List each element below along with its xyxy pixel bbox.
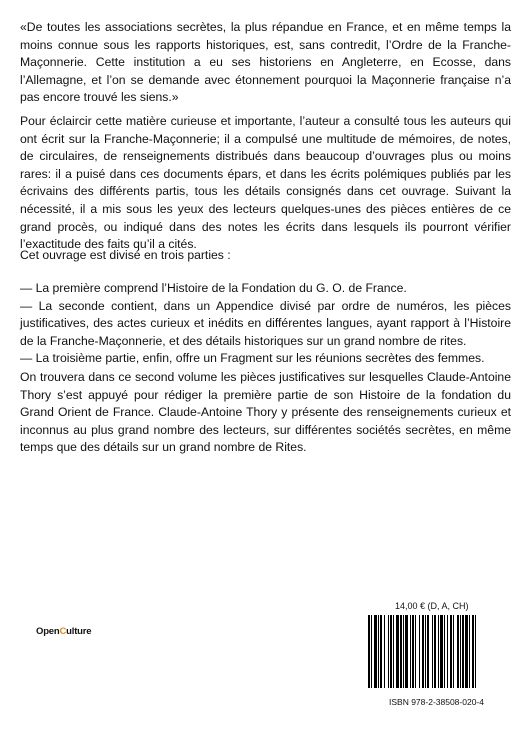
description-paragraph: Pour éclaircir cette matière curieuse et importante, l’auteur a consulté tous les auteurs qui ont écrit sur la Franche-Maçonnerie; il a compulsé une multitude de mémoires, de notes, de circulaires, de renseignements distribués dans beaucoup d’ouvrages plus ou moins rares: il a puisé dans ces documents épars, et dans les écrits polémiques publiés par les écrivains des différents partis, tous les détails consignés dans cet ouvrage. Suivant la nécessité, il a mis sous les yeux des lecteurs quelques-unes des pièces entières de ce grand procès, ou indiqué dans des notes les écrits dans lesquels ils pourront vérifier l’exactitude des faits qu’il a cités. <box>20 114 511 252</box>
part-item-1: — La première comprend l’Histoire de la Fondation du G. O. de France. <box>20 281 407 295</box>
logo-text-c: C <box>59 626 67 637</box>
price-label: 14,00 € (D, A, CH) <box>395 601 469 611</box>
barcode-image <box>368 615 506 688</box>
parts-list <box>20 280 511 368</box>
part-item-3: — La troisième partie, enfin, offre un Fragment sur les réunions secrètes des femmes. <box>20 351 485 366</box>
part-item-2: — La seconde contient, dans un Appendice divisé par ordre de numéros, les pièces justificatives, des actes curieux et inédits en différentes langues, ayant rapport à l’Histoire de la Franche-Maçonnerie, et des détails historiques sur un grand nombre de rites. <box>20 298 511 348</box>
volume-summary-paragraph: On trouvera dans ce second volume les pièces justificatives sur lesquelles Claude-Antoine Thory s’est appuyé pour rédiger la première partie de son Histoire de la fondation du Grand Orient de France. Claude-Antoine Thory y présente des renseignements curieux et inconnus au plus grand nombre des lecteurs, sur différentes sociétés secrètes, en même temps que des détails sur un grand nombre de Rites. <box>20 370 511 455</box>
quote-paragraph: «De toutes les associations secrètes, la plus répandue en France, et en même temps la moins connue sous les rapports historiques, est, sans contredit, l’Ordre de la Franche-Maçonnerie. Cette institution a eu ses historiens en Angleterre, en Ecosse, dans l’Allemagne, et l’on se demande avec étonnement pourquoi la Maçonnerie française n’a pas encore trouvé les siens.» <box>20 20 511 105</box>
publisher-logo <box>36 626 91 637</box>
isbn-label: ISBN 978-2-38508-020-4 <box>389 697 484 707</box>
logo-text-open: Open <box>36 626 60 637</box>
logo-text-ulture: ulture <box>66 626 92 637</box>
structure-intro: Cet ouvrage est divisé en trois parties : <box>20 248 231 262</box>
